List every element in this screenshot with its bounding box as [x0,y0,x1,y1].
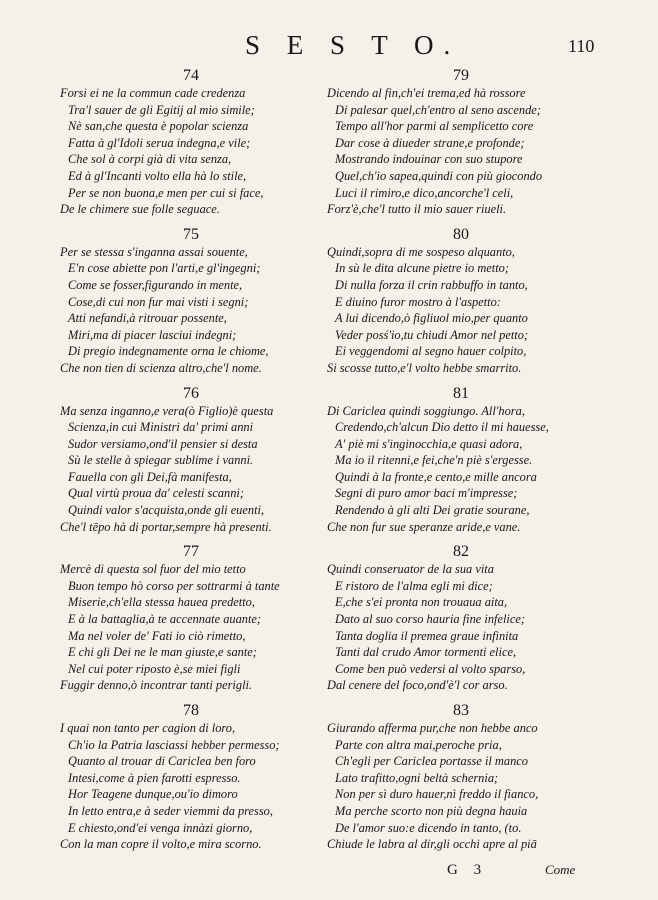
verse-line: Rendendo à gli alti Dei gratie sourane, [335,503,530,518]
stanza-number: 82 [453,543,469,561]
verse-line: Nè san,che questa è popolar scienza [68,119,249,134]
verse-line: Che non fur sue speranze aride,e vane. [327,519,521,534]
verse-line: Cose,di cui non fur mai visti i segni; [68,294,249,309]
verse-line: Hor Teagene dunque,ou'io dimoro [68,787,238,802]
stanza-number: 79 [453,67,469,84]
verse-line: Tanta doglia il premea graue infinita [335,628,519,643]
page-footer [0,862,658,886]
verse-line: In letto entra,e à seder viemmi da presso, [68,803,273,818]
running-title: S E S T O. [245,30,461,60]
left-column [60,66,322,860]
verse-line: Segni di puro amor baci m'impresse; [335,486,518,501]
verse-line: E,che s'ei pronta non trouaua aita, [335,595,508,610]
verse-line: Non per sì duro hauer,nì freddo il fianco, [335,787,539,802]
verse-line: In sù le dita alcune pietre io metto; [335,261,510,276]
signature-mark: G 3 [447,862,488,878]
verse-line: Buon tempo hò corso per sottrarmi à tante [68,578,280,593]
stanza [60,66,322,218]
verse-line: Forsi ei ne la commun cade credenza [60,86,246,100]
verse-line: De le chimere sue folle seguace. [60,202,220,217]
stanza-number: 78 [183,702,199,719]
stanza-number: 75 [183,225,199,243]
verse-line: Luci il rimiro,e dico,ancorche'l celi, [335,185,514,200]
verse-line: Come ben può vedersi al volto sparso, [335,661,526,676]
stanza [327,701,595,853]
verse-line: Quel,ch'io sapea,quindi con più giocondo [335,168,543,183]
stanza-number: 76 [183,384,199,402]
verse-line: Quindi valor s'acquista,onde gli euenti, [68,503,265,518]
verse-line: Fuggir denno,ò incontrar tanti perigli. [60,678,253,693]
verse-line: E chiesto,ond'ei venga innàzi giorno, [68,820,253,835]
verse-line: Dar cose à diueder strane,e profonde; [335,135,525,150]
verse-line: Ma perche scorto non più degna hauia [335,803,528,818]
verse-line: Ma senza inganno,e vera(ò Figlio)è questa [60,403,274,418]
verse-line: Ei veggendomi al segno hauer colpito, [335,344,527,359]
verse-line: Ma io il ritenni,e fei,che'n piè s'ergesse. [335,453,533,468]
right-column [327,66,595,860]
stanza-number: 83 [453,702,469,719]
stanza [327,66,595,218]
verse-line: A' piè mi s'inginocchia,e quasi adora, [335,436,523,451]
stanza [60,542,322,694]
stanza [60,225,322,377]
catchword: Come [545,862,576,877]
verse-line: Che sol à corpi già di vita senza, [68,152,232,167]
verse-line: Sudor versiamo,ond'il pensier si desta [68,436,258,451]
verse-line: E'n cose abiette pon l'arti,e gl'ingegni; [68,261,261,276]
verse-line: Sù le stelle à spiegar sublime i vanni. [68,453,254,468]
verse-line: Di palesar quel,ch'entro al seno ascende; [335,102,541,117]
verse-line: Che non tien di scienza altro,che'l nome. [60,360,262,375]
verse-line: Ch'egli per Cariclea portasse il manco [335,754,528,769]
verse-line: Atti nefandi,à ritrouar possente, [68,311,227,326]
verse-line: Nel cui poter riposto è,se miei figli [68,661,241,676]
stanza-number: 77 [183,543,199,561]
verse-line: Veder posś'io,tu chiudi Amor nel petto; [335,327,529,342]
page-number: 110 [568,36,595,56]
verse-line: Per se stessa s'inganna assai souente, [60,244,248,259]
stanza [327,225,595,377]
verse-line: Qual virtù proua da' celesti scanni; [68,486,244,501]
verse-line: Dal cenere del foco,ond'è'l cor arso. [327,678,508,693]
verse-line: Credendo,ch'alcun Dio detto il mi hauesse, [335,420,549,435]
verse-line: Dicendo al fin,ch'ei trema,ed hà rossore [327,86,526,100]
verse-line: Fauella con gli Dei,fà manifesta, [68,469,232,484]
verse-line: Mercè di questa sol fuor del mio tetto [60,562,246,577]
verse-line: Tempo all'hor parmi al semplicetto core [335,119,534,134]
verse-line: Ed à gl'Incanti volto ella hà lo stile, [68,168,247,183]
verse-line: I quai non tanto per cagion di loro, [60,721,236,735]
stanza-number: 81 [453,384,469,402]
verse-line: Intesi,come à pien farotti espresso. [68,770,241,785]
verse-line: Che'l tēpo hà di portar,sempre hà presenti. [60,519,272,534]
verse-line: Tanti dal crudo Amor tormenti elice, [335,645,517,660]
verse-line: Tra'l sauer de gli Egitij al mio simile; [68,102,255,117]
verse-line: Quindi conseruator de la sua vita [327,562,494,577]
verse-line: Di pregio indegnamente orna le chiome, [68,344,269,359]
verse-line: Miri,ma di piacer lasciui indegni; [68,327,237,342]
verse-line: Parte con altra mai,peroche pria, [335,737,502,752]
stanza-number: 74 [183,67,199,84]
verse-line: Quindi,sopra di me sospeso alquanto, [327,244,515,259]
verse-line: Forz'è,che'l tutto il mio sauer riueli. [327,202,507,217]
verse-line: De l'amor suo:e dicendo in tanto, (to. [335,820,522,835]
stanza [60,384,322,536]
verse-line: Fatta à gl'Idoli serua indegna,e vile; [68,135,251,150]
verse-line: Di nulla forza il crin rabbuffo in tanto, [335,277,528,292]
verse-line: Giurando afferma pur,che non hebbe anco [327,721,538,735]
stanza [327,542,595,694]
verse-line: E à la battaglia,à te accennate auante; [68,612,262,627]
verse-line: Di Cariclea quindi soggiungo. All'hora, [327,403,525,418]
verse-line: Come se fosser,figurando in mente, [68,277,243,292]
stanza [327,384,595,536]
page-header [0,30,658,64]
verse-line: Lato trafitto,ogni beltà schernia; [335,770,499,785]
verse-line: Dato al suo corso hauria fine infelice; [335,612,525,627]
verse-line: Per se non buona,e men per cui si face, [68,185,264,200]
verse-line: Quanto al trouar di Cariclea ben foro [68,754,256,769]
verse-line: Ch'io la Patria lasciassi hebber permesso; [68,737,280,752]
verse-line: Miserie,ch'ella stessa hauea predetto, [68,595,255,610]
verse-line: A lui dicendo,ò figliuol mio,per quanto [335,311,528,326]
verse-line: E ristoro de l'alma egli mi dice; [335,578,493,593]
verse-line: Mostrando indouinar con suo stupore [335,152,523,167]
stanza [60,701,322,853]
verse-line: Scienza,in cui Ministri da' primi anni [68,420,254,435]
verse-line: Con la man copre il volto,e mira scorno. [60,837,262,852]
verse-line: Ma nel voler de' Fati io ciò rimetto, [68,628,246,643]
verse-line: Quindi à la fronte,e cento,e mille ancora [335,469,537,484]
verse-line: Si scosse tutto,e'l volto hebbe smarrito. [327,360,522,375]
stanza-number: 80 [453,225,469,243]
verse-line: E chi gli Dei ne le man giuste,e sante; [68,645,257,660]
verse-line: Chiude le labra al dir,gli occhi apre al piā [327,837,537,852]
verse-line: E diuino furor mostro à l'aspetto: [335,294,501,309]
